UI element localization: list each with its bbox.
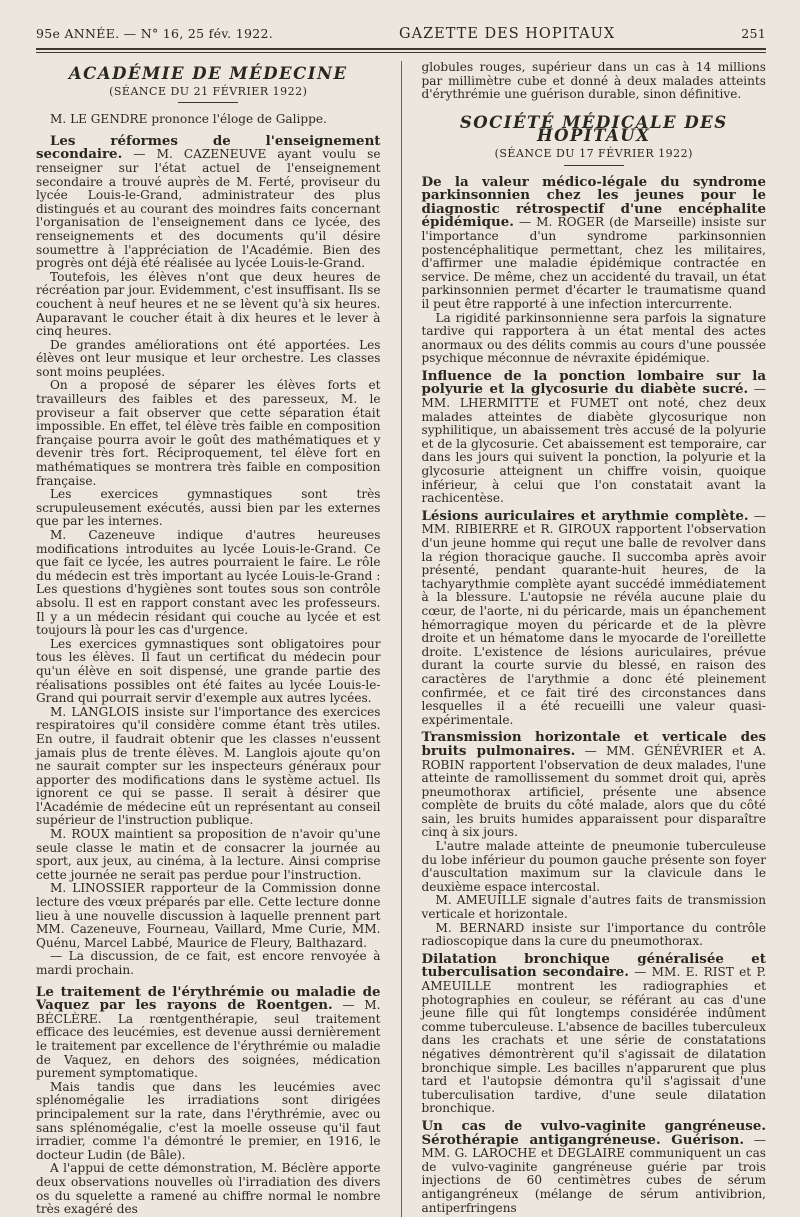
- paragraph: L'autre malade atteinte de pneumonie tuberculeuse du lobe inférieur du poumon gauche présente son foyer d'auscultation maximum sur la clavicule dans le deuxième espace intercostal.: [421, 839, 766, 894]
- section-divider: [564, 165, 624, 166]
- paragraph-text: La rœntgenthérapie, seul traitement efficace des leucémies, est devenue aussi dernièrement le traitement par excellence de l'érythrémie ou maladie de Vaquez, en dehors des soignées, médication purement symptomatique.: [36, 1011, 381, 1081]
- paragraph: Mais tandis que dans les leucémies avec splénomégalie les irradiations sont dirigées principalement sur la rate, dans l'érythrémie, avec ou sans splénomégalie, c'est la moelle osseuse qu'il faut irradier, comme l'a démontré le premier, en 1916, le docteur Ludin (de Bâle).: [36, 1079, 381, 1162]
- section-subtitle-academie: (SÉANCE DU 21 FÉVRIER 1922): [109, 84, 308, 98]
- article-title: Transmission horizontale et verticale des bruits pulmonaires.: [421, 729, 766, 759]
- column-divider: [401, 61, 402, 1217]
- paragraph-text: rapporteur de la Commission donne lecture des vœux préparés par elle. Cette lecture donne lieu à une nouvelle discussion à laquelle prennent part MM. Cazeneuve, Fourneau, Vaillard, Mme Curie, MM. Quénu, Marcel Labbé, Maurice de Fleury, Balthazard.: [36, 881, 381, 950]
- article-lead: [421, 1117, 767, 1215]
- author-name: M. ROUX: [50, 827, 110, 842]
- columns: [36, 61, 766, 1217]
- page-number: 251: [741, 26, 766, 41]
- author-name: M. LANGLOIS: [50, 704, 140, 719]
- article-title: De la valeur médico-légale du syndrome parkinsonnien chez les jeunes pour le diagnostic rétrospectif d'une encéphalite épidémique.: [421, 173, 766, 231]
- issue-info: 95e ANNÉE. — N° 16, 25 fév. 1922.: [36, 26, 273, 41]
- paragraph-text: prononce l'éloge de Galippe.: [147, 112, 327, 127]
- article-lead: [421, 507, 767, 728]
- paragraph-text: communiquent un cas de vulvo-vaginite gangréneuse guérie par trois injections de 60 centimètres cubes de sérum antigangréneux (mélange de sérum antivibrion, antiperfringens: [421, 1146, 766, 1215]
- section-divider: [178, 102, 238, 103]
- article-lead: [421, 367, 767, 506]
- paragraph-text: ayant voulu se renseigner sur l'état actuel de l'enseignement secondaire a trouvé auprès de M. Ferté, proviseur du lycée Louis-le-Grand, administrateur des plus distingués et au courant des moindres faits concernant l'organisation de l'enseignement dans ce lycée, des renseignements et des documents qu'il désire soumettre à l'appréciation de l'Académie. Bien des progrès ont déjà été réalisée au lycée Louis-le-Grand.: [36, 147, 381, 271]
- section-title-academie: ACADÉMIE DE MÉDECINE: [68, 64, 348, 83]
- paragraph-text: insiste sur l'importance du contrôle radioscopique dans la cure du pneumothorax.: [421, 920, 766, 949]
- article-lead: [421, 173, 767, 312]
- paragraph-text: signale d'autres faits de transmission verticale et horizontale.: [421, 893, 766, 922]
- article-title: Lésions auriculaires et arythmie complète.: [421, 507, 749, 524]
- article-title: Les réformes de l'enseignement secondaire.: [36, 132, 381, 163]
- header-rule-thin: [36, 52, 766, 53]
- author-name: M. BERNARD: [435, 920, 525, 935]
- article-lead: [36, 983, 381, 1081]
- right-column: [422, 61, 767, 1217]
- paragraph: [36, 706, 381, 828]
- journal-title: GAZETTE DES HOPITAUX: [399, 26, 616, 42]
- article-title: Le traitement de l'érythrémie ou maladie de Vaquez par les rayons de Roentgen.: [36, 983, 381, 1014]
- article-title: Dilatation bronchique généralisée et tuberculisation secondaire.: [421, 950, 766, 981]
- author-name: M. LE GENDRE: [50, 112, 148, 127]
- paragraph-text: rapportent l'observation d'un jeune homme qui reçut une balle de revolver dans la région thoracique gauche. Il succomba après avoir présenté, pendant quarante-huit heures, de la tachyarythmie complète ayant succédé immédiatement à la blessure. L'autopsie ne révéla aucune plaie du cœur, de l'aorte, ni du péricarde, mais un épanchement hémorragique moyen du péricarde et de la plèvre droite et un hématome dans le myocarde de l'oreillette droite. L'existence de lésions auriculaires, prévue durant la courte survie du blessé, en raison des caractères de l'arythmie a donc été pleinement confirmée, et ce fait tiré des circonstances dans lesquelles il a été recueilli une valeur quasi-expérimentale.: [421, 522, 767, 727]
- paragraph: [36, 113, 381, 127]
- paragraph: globules rouges, supérieur dans un cas à 14 millions par millimètre cube et donné à deux malades atteints d'érythrémie une guérison durable, sinon définitive.: [421, 60, 766, 102]
- header-rule: [36, 48, 766, 50]
- paragraph-text: insiste sur l'importance des exercices respiratoires qu'il considère comme étant très utiles. En outre, il faudrait obtenir que les classes n'eussent jamais plus de trente élèves. M. Langlois ajoute qu'on ne saurait compter sur les inspecteurs généraux pour apporter des modifications dans le système actuel. Ils ignorent ce qui se passe. Il serait à désirer que l'Académie de médecine eût un représentant au conseil supérieur de l'instruction publique.: [36, 704, 381, 828]
- paragraph-text: montrent les radiographies et photographies en couleur, se référant au cas d'une jeune fille qui fût longtemps considérée indûment comme tuberculeuse. L'absence de bacilles tuberculeux dans les crachats et une série de constatations négatives démontrèrent qu'il s'agissait de dilatation bronchique simple. Les bacilles n'apparurent que plus tard et l'autopsie démontra qu'il s'agissait d'une tuberculisation tardive, d'une seule dilatation bronchique.: [421, 979, 766, 1116]
- author-name: — MM. G. LAROCHE et DEGLAIRE: [421, 1132, 766, 1161]
- paragraph: On a proposé de séparer les élèves forts et travailleurs des faibles et des paresseux, M. le proviseur a fait observer que cette séparation était impossible. En effet, tel élève très faible en composition française pourra avoir le goût des mathématiques et y devenir très fort. Réciproquement, tel élève fort en mathématiques se montrera très faible en composition française.: [36, 378, 381, 488]
- section-subtitle-societe: (SÉANCE DU 17 FÉVRIER 1922): [494, 146, 693, 160]
- paragraph: La rigidité parkinsonnienne sera parfois la signature tardive qui rapportera à un état mental des actes anormaux ou des délits commis au cours d'une poussée psychique méconnue de névraxite épidémique.: [421, 310, 766, 366]
- paragraph: [422, 922, 767, 949]
- paragraph: [36, 828, 381, 882]
- author-name: — MM. LHERMITTE et FUMET: [421, 382, 766, 411]
- paragraph-text: ont noté, chez deux malades atteintes de diabète glycosurique non syphilitique, un abaissement très accusé de la polyurie et de la glycosurie. Cet abaissement est temporaire, car dans les jours qui suivent la ponction, la polyurie et la glycosurie atteignent un chiffre voisin, quoique inférieur, à celui que l'on constatait avant la rachicentèse.: [421, 396, 766, 506]
- paragraph: M. Cazeneuve indique d'autres heureuses modifications introduites au lycée Louis-le-Grand. Ce que fait ce lycée, les autres pourraient le faire. Le rôle du médecin est très important au lycée Louis-le-Grand : Les questions d'hygiènes sont toutes sous son contrôle absolu. Il est en rapport constant avec les professeurs. Il y a un médecin résidant qui couche au lycée et est toujours là pour les cas d'urgence.: [36, 528, 381, 638]
- author-name: — M. CAZENEUVE: [122, 147, 267, 162]
- author-name: M. AMEUILLE: [435, 893, 527, 908]
- article-title: Influence de la ponction lombaire sur la polyurie et la glycosurie du diabète sucré.: [421, 367, 766, 398]
- running-header: [36, 26, 766, 42]
- article-lead: [421, 950, 767, 1116]
- paragraph: Toutefois, les élèves n'ont que deux heures de récréation par jour. Evidemment, c'est insuffisant. Ils se couchent à neuf heures et ne se lèvent qu'à six heures. Auparavant le coucher était à dix heures et le lever à cinq heures.: [36, 269, 381, 339]
- section-title-societe: SOCIÉTÉ MÉDICALE DES HOPITAUX: [459, 112, 728, 146]
- author-name: — MM. E. RIST et P. AMEUILLE: [421, 965, 766, 993]
- paragraph: Les exercices gymnastiques sont obligatoires pour tous les élèves. Il faut un certificat du médecin pour qu'un élève en soit dispensé, une grande partie des réalisations possibles ont été faites au lycée Louis-le-Grand qui pourrait servir d'exemple aux autres lycées.: [36, 636, 381, 706]
- paragraph-text: rapportent l'observation de deux malades, l'une atteinte de ramollissement du sommet droit qui, après pneumothorax artificiel, présente une absence complète de bruits du côté malade, alors que du côté sain, les bruits humides apparaissent pour disparaître cinq à six jours.: [421, 757, 766, 840]
- article-title: Un cas de vulvo-vaginite gangréneuse. Sérothérapie antigangréneuse. Guérison.: [421, 1117, 766, 1148]
- paragraph: De grandes améliorations ont été apportées. Les élèves ont leur musique et leur orchestre. Les classes sont moins peuplées.: [36, 337, 381, 379]
- article-lead: [36, 132, 381, 271]
- left-column: [36, 61, 381, 1217]
- paragraph-text: maintient sa proposition de n'avoir qu'une seule classe le matin et de consacrer la journée au sport, aux jeux, au cinéma, à la lecture. Ainsi comprise cette journée ne serait pas perdue pour l'instruction.: [36, 827, 381, 882]
- paragraph-text: (de Marseille) insiste sur l'importance d'un syndrome parkinsonnien postencéphalitique permettant, chez les militaires, d'affirmer une maladie épidémique contractée en service. De même, chez un accidenté du travail, un état parkinsonnien permet d'écarter le traumatisme quand il peut être rapporté à une infection intercurrente.: [421, 215, 766, 311]
- paragraph: [36, 882, 381, 950]
- paragraph: — La discussion, de ce fait, est encore renvoyée à mardi prochain.: [36, 949, 381, 977]
- paragraph: [422, 894, 767, 921]
- article-lead: [422, 731, 767, 840]
- author-name: M. LINOSSIER: [50, 881, 145, 896]
- author-name: — MM. RIBIERRE et R. GIROUX: [421, 508, 766, 537]
- author-name: — M. BÉCLÈRE.: [36, 998, 381, 1026]
- author-name: — M. ROGER: [513, 215, 605, 230]
- paragraph: Les exercices gymnastiques sont très scrupuleusement exécutés, aussi bien par les externes que par les internes.: [36, 487, 381, 529]
- paragraph: A l'appui de cette démonstration, M. Béclère apporte deux observations nouvelles où l'irradiation des divers os du squelette a ramené au chiffre normal le nombre très exagéré des: [36, 1161, 381, 1217]
- author-name: — MM. GÉNÉVRIER et A. ROBIN: [421, 743, 766, 772]
